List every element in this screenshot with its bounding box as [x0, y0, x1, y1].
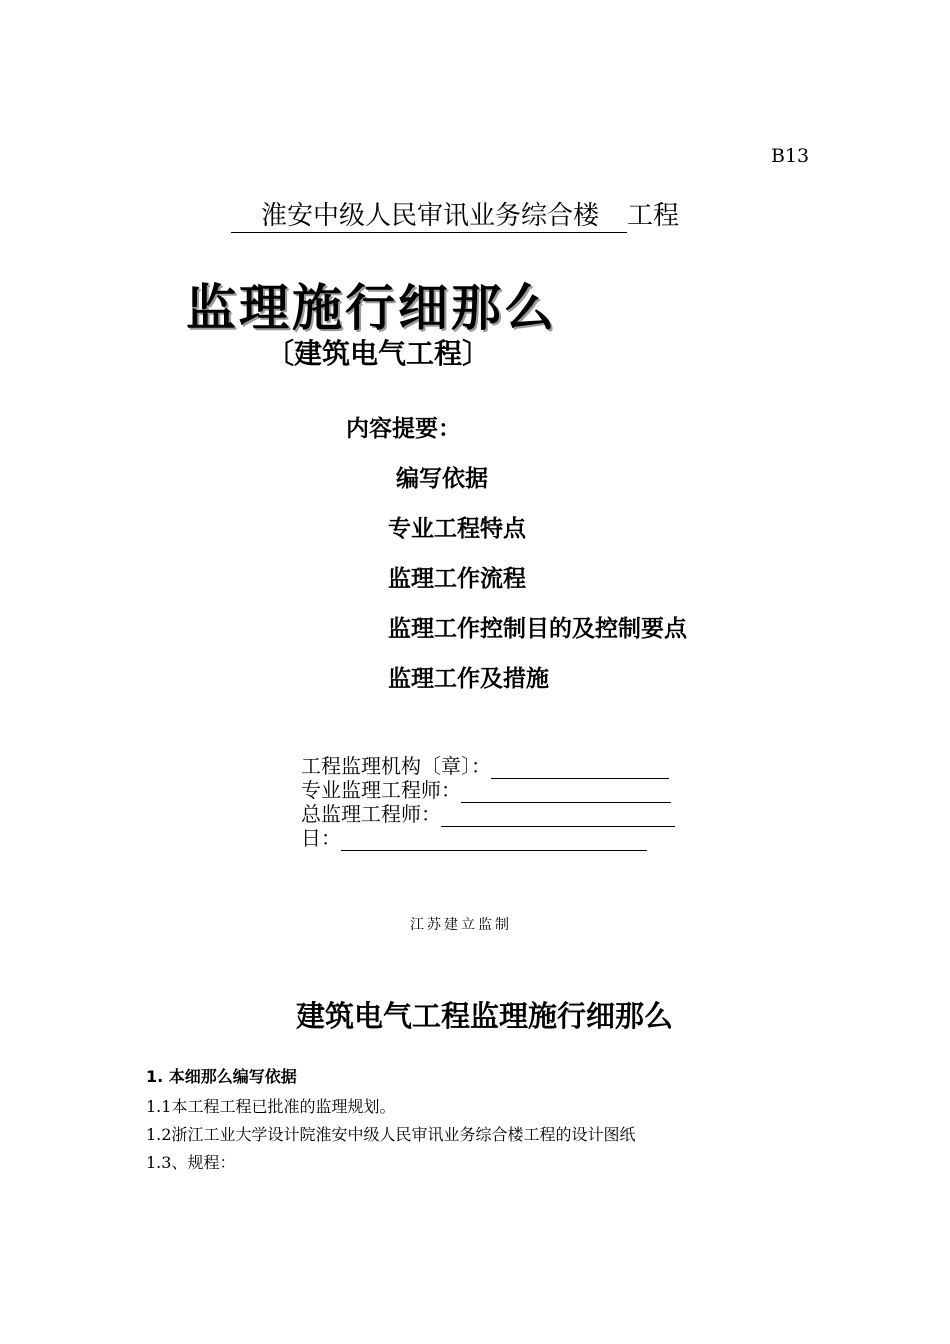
- summary-item: 编写依据: [396, 466, 488, 492]
- signature-label: 专业监理工程师：: [301, 778, 461, 802]
- summary-item: 监理工作控制目的及控制要点: [388, 616, 687, 642]
- document-title: 建筑电气工程监理施行细那么: [296, 999, 674, 1033]
- paragraph: 1.2浙江工业大学设计院淮安中级人民审讯业务综合楼工程的设计图纸: [146, 1125, 636, 1144]
- summary-item: 监理工作及措施: [388, 666, 549, 692]
- signature-blank: [341, 832, 647, 851]
- summary-item: 专业工程特点: [388, 516, 526, 542]
- signature-row: [301, 822, 647, 851]
- document-code: B13: [771, 145, 810, 167]
- paragraph: 1.3、规程：: [146, 1153, 236, 1172]
- main-title: 监理施行细那么: [186, 279, 557, 337]
- summary-item: 监理工作流程: [388, 566, 526, 592]
- paragraph: 1.1本工程工程已批准的监理规划。: [146, 1097, 396, 1116]
- project-name: [231, 195, 679, 233]
- subtitle: 〔建筑电气工程〕: [266, 337, 491, 370]
- issuing-organization: 江苏建立监制: [410, 917, 512, 933]
- signature-label: 工程监理机构〔章〕：: [301, 754, 491, 778]
- summary-label: 内容提要：: [346, 416, 461, 442]
- project-name-underlined: 淮安中级人民审讯业务综合楼: [231, 195, 627, 233]
- signature-label: 总监理工程师：: [301, 802, 441, 826]
- signature-label: 日：: [301, 826, 341, 850]
- section-heading: 1. 本细那么编写依据: [146, 1067, 297, 1086]
- project-suffix: 工程: [627, 201, 680, 231]
